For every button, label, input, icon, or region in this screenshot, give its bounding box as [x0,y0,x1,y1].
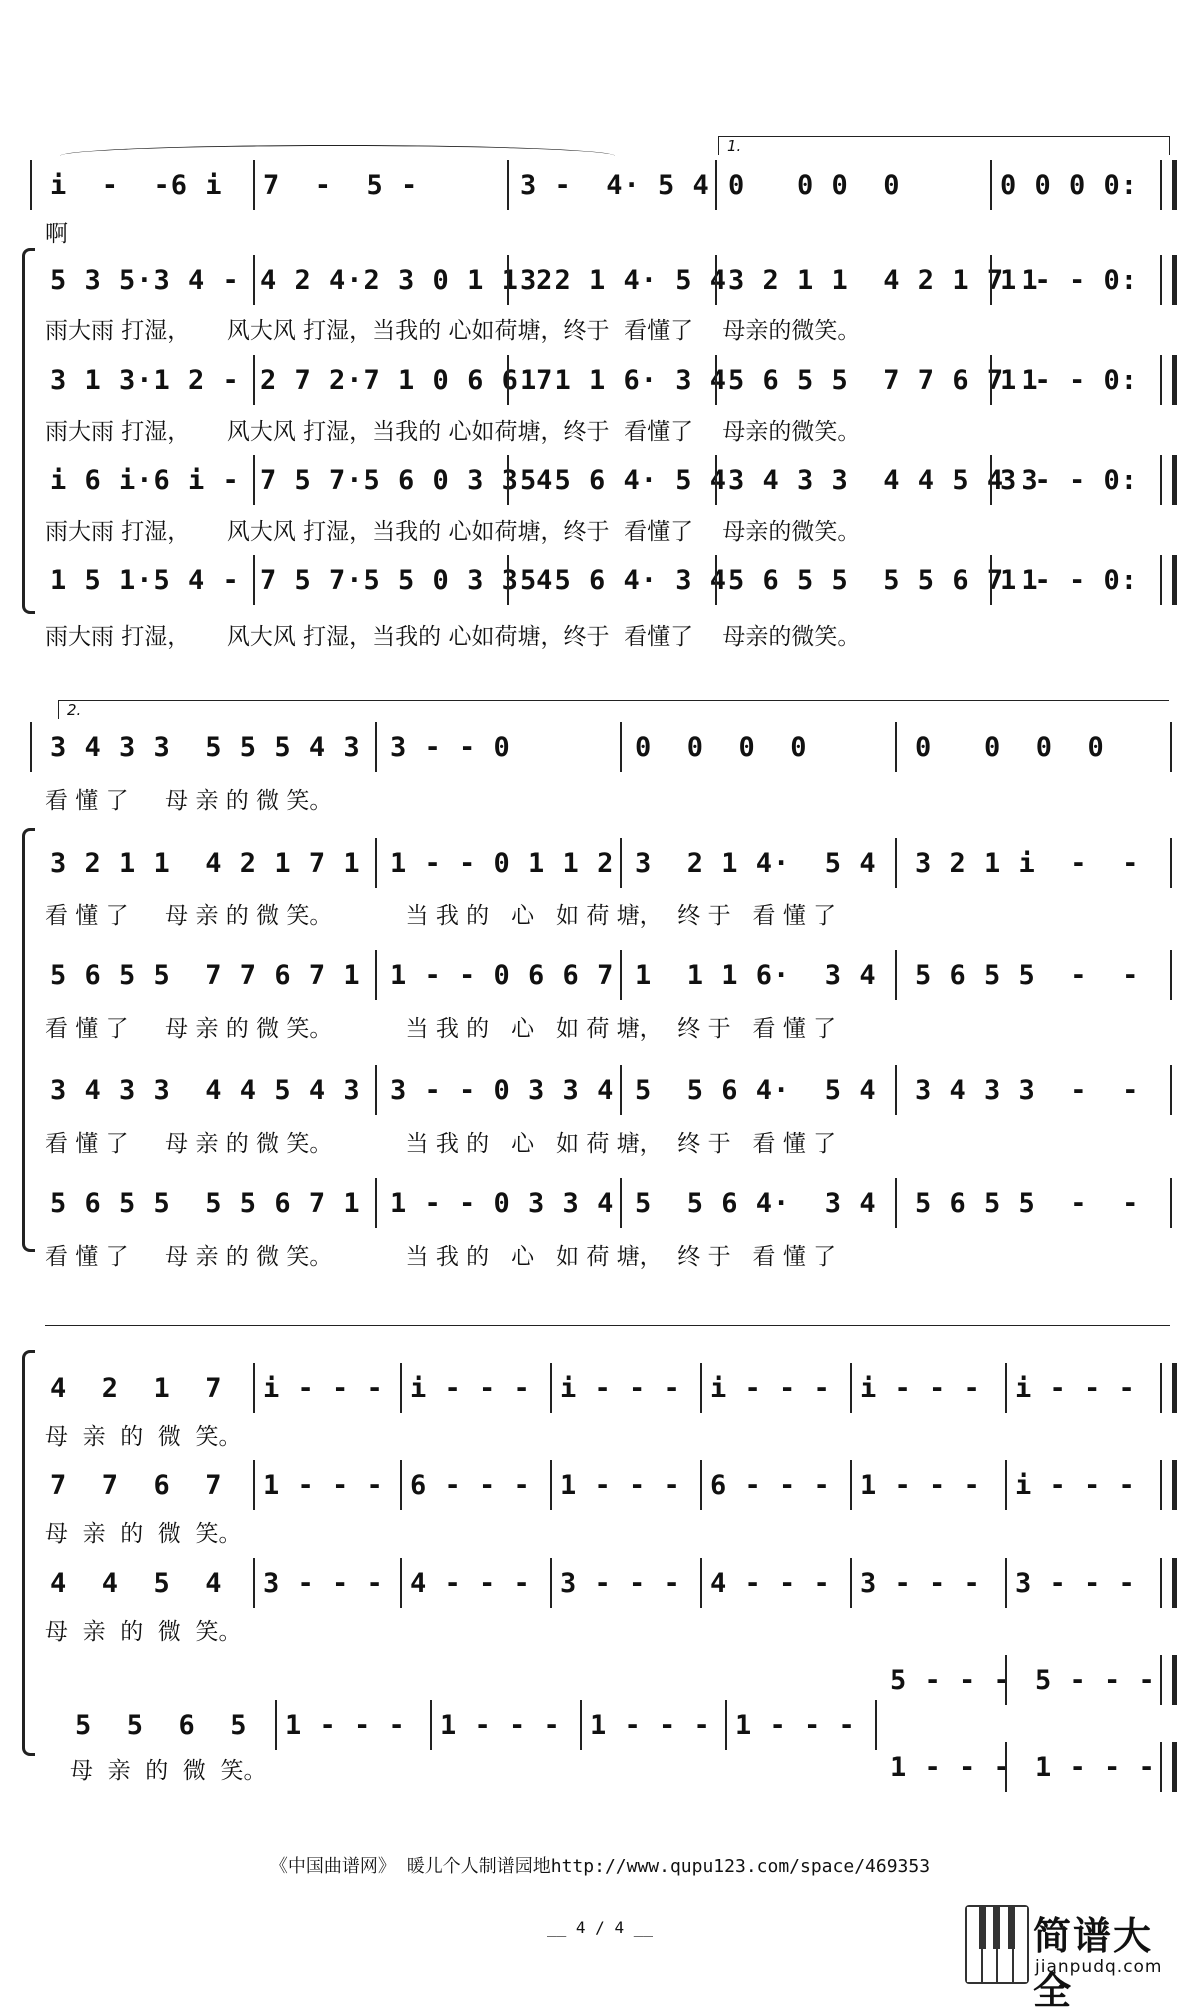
measure: 5 6 5 5 7 7 6 7 1 [50,959,361,991]
barline [620,838,622,888]
barline [375,1178,377,1228]
measure: 3 - - - [263,1567,384,1599]
barline [1005,1460,1007,1510]
barline [895,1065,897,1115]
measure: 3 2 1 4· 5 4 [520,264,728,296]
barline [1170,1178,1172,1228]
measure: 5 3 5·3 4 - [50,264,240,296]
barline [850,1363,852,1413]
solo-row [45,160,1175,210]
measure: 5 5 6 4· 5 4 [520,464,728,496]
measure: 1 - - 0 6 6 7 [390,959,615,991]
solo-line-start [30,722,32,772]
barline [715,160,717,210]
measure: 1 - - - [440,1709,561,1741]
barline [895,1178,897,1228]
barline [253,255,255,305]
choir-brace [22,1350,35,1756]
page-number: __ 4 / 4 __ [547,1918,653,1937]
barline [1170,838,1172,888]
measure: i - - - [860,1372,981,1404]
measure: 1 - - 0 3 3 4 [390,1187,615,1219]
measure: 4 - - - [410,1567,531,1599]
barline [1170,1065,1172,1115]
part-lyric: 母 亲 的 微 笑。 [45,1424,242,1450]
measure: i - - - [1015,1469,1136,1501]
measure: 5 6 5 5 5 5 6 7 1 [728,564,1039,596]
part-row-upper [45,1655,1175,1705]
final-barline [1160,1460,1177,1510]
part-row [45,950,1175,1000]
volta-1 [718,136,1170,155]
part-lyric: 雨大雨 打湿， 风大风 打湿，当我的 心如荷塘，终于 看懂了 母亲的微笑。 [45,519,861,545]
part-lyric: 看 懂 了 母 亲 的 微 笑。 当 我 的 心 如 荷 塘， 终 于 看 懂 了 [45,1244,837,1270]
barline [895,838,897,888]
measure: 7 5 7·5 5 0 3 3 4 [260,564,554,596]
barline [550,1363,552,1413]
barline [253,160,255,210]
measure: 5 6 5 5 5 5 6 7 1 [50,1187,361,1219]
measure: 1 - - 0 1 1 2 [390,847,615,879]
barline [990,355,992,405]
measure: 3 - - - [860,1567,981,1599]
barline [400,1460,402,1510]
repeat-barline [1160,555,1177,605]
barline [550,1558,552,1608]
measure: i - - - [410,1372,531,1404]
barline [1005,1655,1007,1705]
measure: 4 2 1 7 [50,1372,223,1404]
measure: 3 4 3 3 - - [915,1074,1140,1106]
repeat-barline [1160,160,1177,210]
barline [507,355,509,405]
logo-url: jianpudq.com [1035,1957,1163,1977]
part-lyric: 看 懂 了 母 亲 的 微 笑。 当 我 的 心 如 荷 塘， 终 于 看 懂 了 [45,1131,837,1157]
part-lyric: 雨大雨 打湿， 风大风 打湿，当我的 心如荷塘，终于 看懂了 母亲的微笑。 [45,318,861,344]
part-row [45,1363,1175,1413]
part-lyric: 看 懂 了 母 亲 的 微 笑。 当 我 的 心 如 荷 塘， 终 于 看 懂 了 [45,1016,837,1042]
part-lyric: 母 亲 的 微 笑。 [70,1758,267,1784]
measure: 2 7 2·7 1 0 6 6 7 [260,364,554,396]
measure: 4 4 5 4 [50,1567,223,1599]
measure: 1 - - - [1035,1751,1156,1783]
measure: 1 - - - [560,1469,681,1501]
measure: i 6 i·6 i - [50,464,240,496]
measure: 4 - - - [710,1567,831,1599]
barline [990,255,992,305]
barline [700,1558,702,1608]
barline [715,555,717,605]
credit-line: 《中国曲谱网》 暖儿个人制谱园地http://www.qupu123.com/space/469353 [269,1856,931,1877]
measure: 4 2 4·2 3 0 1 1 2 [260,264,554,296]
measure: 3 2 1 1 4 2 1 7 1 [50,847,361,879]
barline [700,1460,702,1510]
measure: 5 5 6 4· 3 4 [635,1187,877,1219]
measure: 0 0 0 0 [728,169,901,201]
part-row [45,1178,1175,1228]
measure: 1 5 1·5 4 - [50,564,240,596]
barline [400,1558,402,1608]
barline [715,355,717,405]
final-barline [1160,1363,1177,1413]
measure: 5 - - - [1035,1664,1156,1696]
barline [1005,1558,1007,1608]
measure: 3 - 4· 5 4 [520,169,710,201]
barline [850,1558,852,1608]
barline [253,455,255,505]
measure: 1 - - - [590,1709,711,1741]
part-lyric: 母 亲 的 微 笑。 [45,1521,242,1547]
barline [620,722,622,772]
barline [507,555,509,605]
barline [895,950,897,1000]
measure: 1 - - - [860,1469,981,1501]
measure: 3 - - 0: [1000,464,1139,496]
part-row [45,255,1175,305]
measure: 3 2 1 i - - [915,847,1140,879]
barline [990,555,992,605]
repeat-barline [1160,455,1177,505]
repeat-barline [1160,355,1177,405]
barline [253,1363,255,1413]
measure: i - - - [560,1372,681,1404]
measure: 3 - - 0 3 3 4 [390,1074,615,1106]
measure: i - -6 i [50,169,223,201]
system-top-line [45,1325,1170,1326]
measure: 3 2 1 4· 5 4 [635,847,877,879]
part-lyric: 母 亲 的 微 笑。 [45,1619,242,1645]
barline [253,355,255,405]
barline [620,950,622,1000]
barline [1005,1742,1007,1792]
measure: 3 4 3 3 4 4 5 4 3 [50,1074,361,1106]
barline [1005,1363,1007,1413]
barline [895,722,897,772]
barline [375,950,377,1000]
part-row [45,1558,1175,1608]
measure: 0 0 0 0 [915,731,1105,763]
barline [507,255,509,305]
measure: 6 - - - [710,1469,831,1501]
solo-line-start [30,160,32,210]
part-row [45,355,1175,405]
measure: 1 - - 0: [1000,364,1139,396]
measure: 5 5 6 4· 5 4 [635,1074,877,1106]
volta-1-label: 1. [727,137,742,155]
choir-brace [22,828,35,1252]
solo-lyric: 看 懂 了 母 亲 的 微 笑。 [45,788,333,814]
part-row [45,1460,1175,1510]
measure: 0 0 0 0 [635,731,808,763]
barline [715,255,717,305]
barline [375,1065,377,1115]
measure: 3 2 1 1 4 2 1 7 1 [728,264,1039,296]
measure: 6 - - - [410,1469,531,1501]
measure: i - - - [263,1372,384,1404]
barline [620,1178,622,1228]
barline [1170,722,1172,772]
choir-brace [22,248,35,614]
barline [375,838,377,888]
measure: 0 0 0 0: [1000,169,1139,201]
barline [850,1460,852,1510]
part-lyric: 雨大雨 打湿， 风大风 打湿，当我的 心如荷塘，终于 看懂了 母亲的微笑。 [45,419,861,445]
barline [400,1363,402,1413]
measure: 3 - - - [1015,1567,1136,1599]
part-row [45,555,1175,605]
measure: 1 - - - [735,1709,856,1741]
part-lyric: 雨大雨 打湿， 风大风 打湿，当我的 心如荷塘，终于 看懂了 母亲的微笑。 [45,624,861,650]
measure: 3 - - - [560,1567,681,1599]
measure: 7 - 5 - [263,169,419,201]
final-barline [1160,1655,1177,1705]
barline [1170,950,1172,1000]
measure: 3 4 3 3 4 4 5 4 3 [728,464,1039,496]
logo-name: 简谱大全 [1033,1914,1154,2013]
repeat-barline [1160,255,1177,305]
site-logo [965,1905,1190,2013]
measure: 5 6 5 5 - - [915,1187,1140,1219]
measure: 1 1 1 6· 3 4 [520,364,728,396]
part-lyric: 看 懂 了 母 亲 的 微 笑。 当 我 的 心 如 荷 塘， 终 于 看 懂 了 [45,903,837,929]
measure: 5 6 5 5 - - [915,959,1140,991]
solo-lyric: 啊 [45,221,68,247]
volta-2-label: 2. [67,701,82,719]
measure: i - - - [1015,1372,1136,1404]
barline [253,555,255,605]
measure: 3 4 3 3 5 5 5 4 3 [50,731,361,763]
measure: 3 - - 0 [390,731,511,763]
measure: 7 7 6 7 [50,1469,223,1501]
solo-row [45,722,1175,772]
measure: 1 - - 0: [1000,564,1139,596]
barline [700,1363,702,1413]
measure: 3 1 3·1 2 - [50,364,240,396]
part-row [45,838,1175,888]
measure: 5 - - - [890,1664,1011,1696]
measure: 1 1 1 6· 3 4 [635,959,877,991]
piano-keys-icon [965,1905,1029,1984]
measure: 1 - - - [263,1469,384,1501]
barline [990,455,992,505]
barline [715,455,717,505]
barline [375,722,377,772]
measure: 1 - - - [285,1709,406,1741]
barline [253,1460,255,1510]
phrase-slur [60,145,615,156]
volta-2 [58,700,1169,719]
measure: 1 - - 0: [1000,264,1139,296]
barline [507,160,509,210]
barline [507,455,509,505]
measure: 1 - - - [890,1751,1011,1783]
barline [990,160,992,210]
final-barline [1160,1558,1177,1608]
barline [620,1065,622,1115]
part-row [45,455,1175,505]
part-row [45,1065,1175,1115]
measure: 5 5 6 5 [75,1709,248,1741]
barline [253,1558,255,1608]
measure: i - - - [710,1372,831,1404]
measure: 5 6 5 5 7 7 6 7 1 [728,364,1039,396]
barline [550,1460,552,1510]
measure: 7 5 7·5 6 0 3 3 4 [260,464,554,496]
final-barline [1160,1742,1177,1792]
measure: 5 5 6 4· 3 4 [520,564,728,596]
